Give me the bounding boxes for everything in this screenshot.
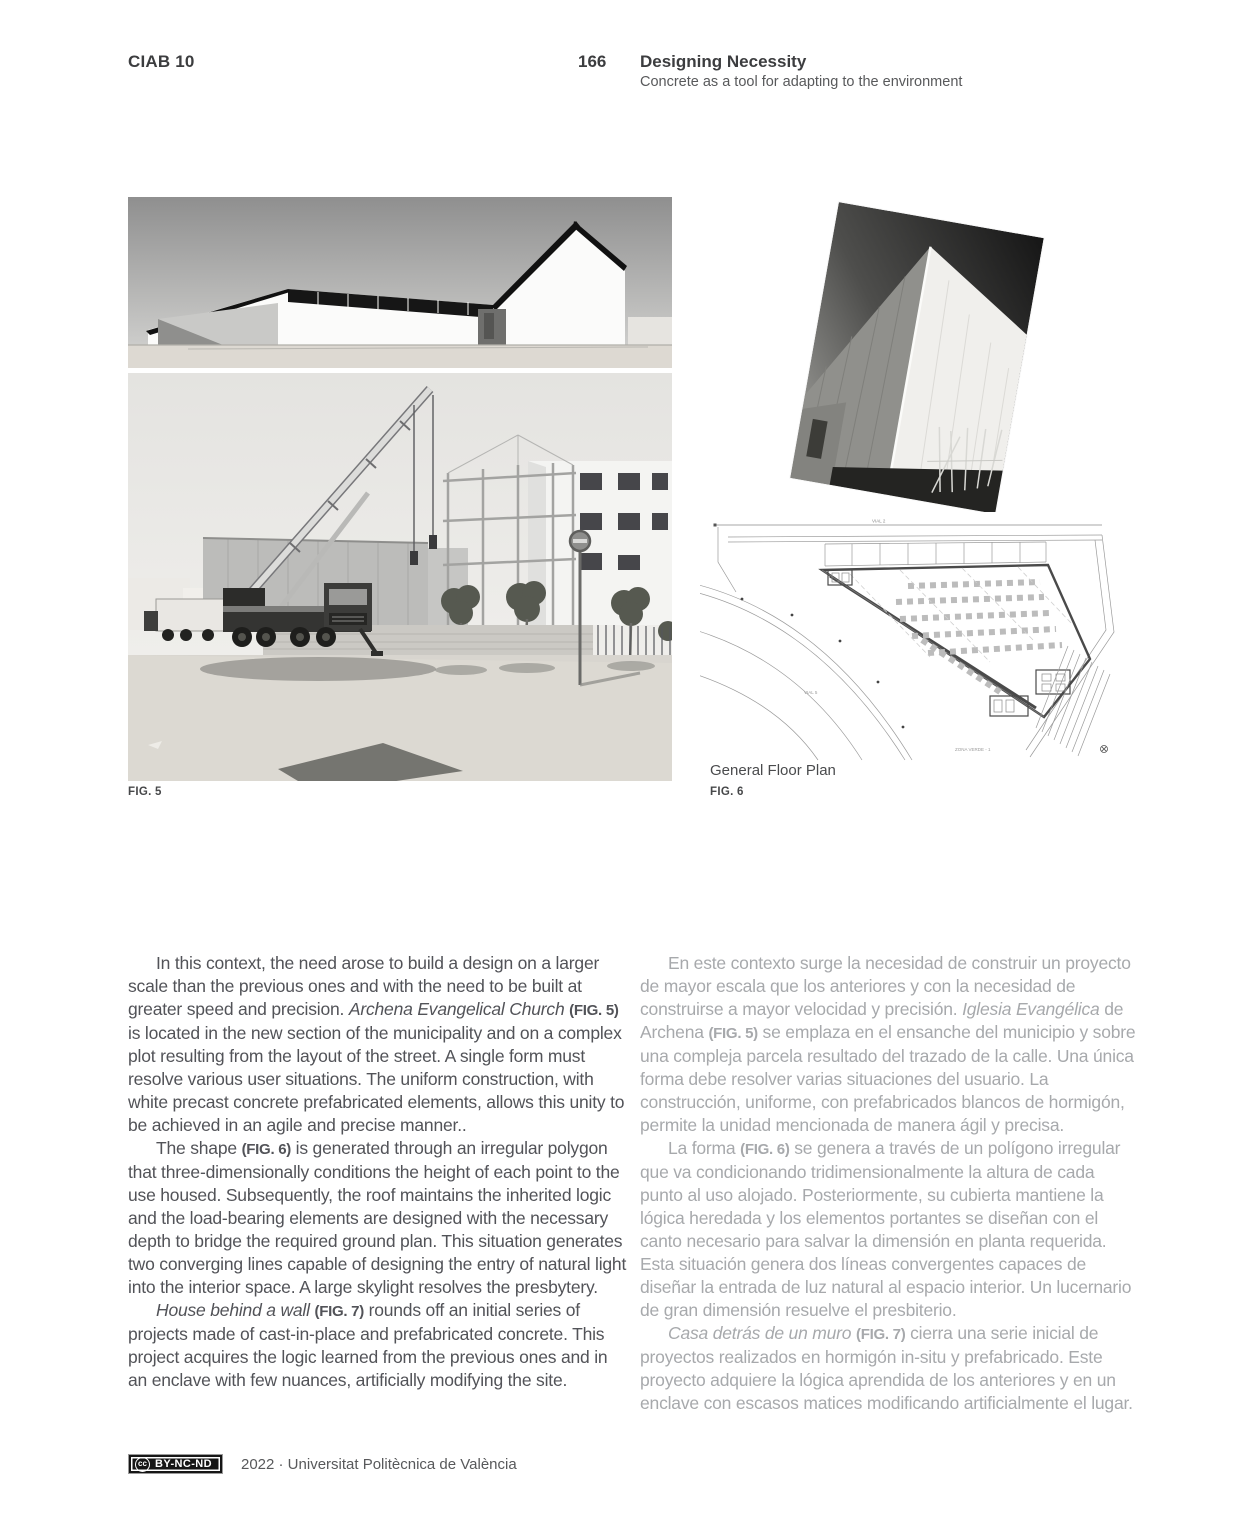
paragraph-es-1: En este contexto surge la necesidad de construir un proyecto de mayor escala que los anteriores y con la necesidad de construirse a mayor velocidad y precisión. Iglesia Evangélica de Archena (FIG. 5) se emplaza en el ensanche del municipio y sobre una compleja parcela resultado del trazado de la calle. Una única forma debe resolver varias situaciones del usuario. La construcción, uniforme, con prefabricados blancos de hormigón, permite la unidad mencionada de manera ágil y precisa. — [640, 953, 1136, 1135]
fig6-floor-plan — [700, 512, 1115, 762]
plan-label-vial2: VIAL 2 — [872, 518, 886, 524]
paragraph-en-2: The shape (FIG. 6) is generated through an irregular polygon that three-dimensionally conditions the height of each point to the use housed. Subsequently, the roof maintains the inherited logic and the load-bearing elements are designed with the necessary depth to bridge the required ground plan. This situation generates two converging lines capable of designing the entry of natural light into the interior space. A large skylight resolves the presbytery. — [128, 1138, 627, 1297]
fig6-plan-title: General Floor Plan — [710, 762, 836, 779]
fig5-building-photo — [128, 197, 672, 368]
plan-label-zone: ZONA VERDE - 1 — [955, 747, 991, 752]
fig5-crane-photo — [128, 373, 672, 781]
footer-credit: 2022 · Universitat Politècnica de València — [240, 1455, 517, 1473]
fig6-corner-photo — [790, 202, 1043, 514]
cc-license-label: BY-NC-ND — [155, 1458, 212, 1470]
chapter-title: Designing Necessity — [640, 52, 807, 71]
fig6-caption: FIG. 6 — [710, 786, 744, 798]
apartment-building — [528, 461, 672, 625]
paragraph-es-2: La forma (FIG. 6) se genera a través de un polígono irregular que va condicionando tridimensionalmente la altura de cada punto al uso alojado. Posteriormente, su cubierta mantiene la lógica heredada y los elementos portantes se diseñan con el canto necesario para salvar la dimensión en planta requerida. Esta situación genera dos líneas convergentes capaces de diseñar la entrada de luz natural al espacio interior. Un lucernario de gran dimensión resuelve el presbiterio. — [640, 1138, 1132, 1320]
paragraph-es-3: Casa detrás de un muro (FIG. 7) cierra una serie inicial de proyectos realizados en hormigón in-situ y prefabricado. Este proyecto adquiere la lógica aprendida de los anteriores y en un enclave con escasos matices modificando artificialmente el lugar. — [640, 1323, 1133, 1413]
paragraph-en-3: House behind a wall (FIG. 7) rounds off an initial series of projects made of cast-in-place and prefabricated concrete. This project acquires the logic learned from the previous ones and in an enclave with few nuances, artificially modifying the site. — [128, 1300, 608, 1390]
chapter-subtitle: Concrete as a tool for adapting to the environment — [640, 74, 963, 90]
cc-icon: cc — [135, 1457, 150, 1472]
paragraph-en-1: In this context, the need arose to build a design on a larger scale than the previous ones and with the need to be built at greater speed and precision. Archena Evangelical Church (FIG. 5) is located in the new section of the municipality and on a complex plot resulting from the layout of the street. A single form must resolve various user situations. The uniform construction, with white precast concrete prefabricated elements, allows this unity to be achieved in an agile and precise manner.. — [128, 953, 625, 1135]
spanish-column — [640, 952, 1140, 1415]
english-column — [128, 952, 628, 1392]
footer — [128, 1454, 517, 1474]
plan-label-vial5: VIAL 5 — [804, 690, 818, 695]
cc-license-badge — [128, 1454, 223, 1474]
edition-label: CIAB 10 — [128, 52, 195, 71]
page-number: 166 — [578, 52, 607, 71]
fig5-caption: FIG. 5 — [128, 786, 162, 798]
